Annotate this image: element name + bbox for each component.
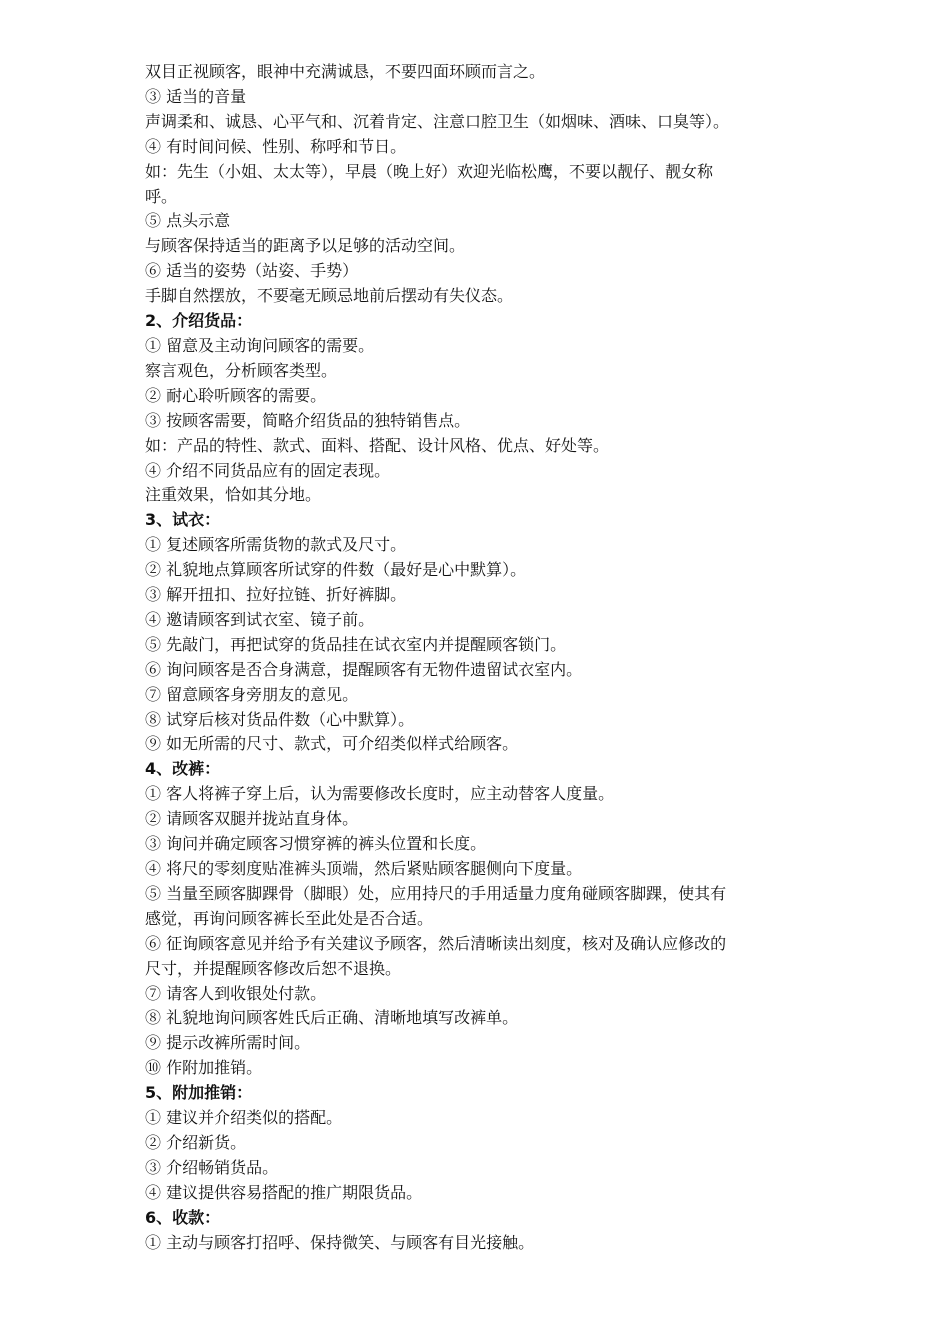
- text-line: 注重效果，恰如其分地。: [145, 485, 322, 505]
- section-heading: 3、试衣：: [145, 510, 221, 530]
- document-page: [145, 60, 850, 1256]
- section-heading: 2、介绍货品：: [145, 311, 253, 331]
- text-line: ⑦ 请客人到收银处付款。: [145, 983, 327, 1003]
- text-line: ⑤ 点头示意: [145, 211, 231, 231]
- text-line: ③ 介绍畅销货品。: [145, 1157, 279, 1177]
- text-line: 声调柔和、诚恳、心平气和、沉着肯定、注意口腔卫生（如烟味、酒味、口臭等）。: [145, 111, 730, 131]
- text-line: ⑧ 礼貌地询问顾客姓氏后正确、清晰地填写改裤单。: [145, 1008, 519, 1028]
- text-line: ④ 邀请顾客到试衣室、镜子前。: [145, 609, 375, 629]
- section-heading: 6、收款：: [145, 1207, 221, 1227]
- text-line: ⑤ 当量至顾客脚踝骨（脚眼）处，应用持尺的手用适量力度角碰顾客脚踝，使其有: [145, 883, 727, 903]
- text-line: ④ 将尺的零刻度贴准裤头顶端，然后紧贴顾客腿侧向下度量。: [145, 859, 583, 878]
- text-line: ③ 适当的音量: [145, 86, 247, 106]
- text-line: 如：先生（小姐、太太等），早晨（晚上好）欢迎光临松鹰，不要以靓仔、靓女称: [145, 161, 714, 181]
- text-line: ① 主动与顾客打招呼、保持微笑、与顾客有目光接触。: [145, 1232, 535, 1252]
- text-line: ① 复述顾客所需货物的款式及尺寸。: [145, 535, 407, 555]
- text-line: ⑨ 如无所需的尺寸、款式，可介绍类似样式给顾客。: [145, 734, 519, 754]
- text-line: ③ 解开扭扣、拉好拉链、折好裤脚。: [145, 585, 407, 605]
- text-line: ⑥ 询问顾客是否合身满意，提醒顾客有无物件遗留试衣室内。: [145, 659, 583, 679]
- text-line: 感觉，再询问顾客裤长至此处是否合适。: [145, 908, 434, 928]
- text-line: 与顾客保持适当的距离予以足够的活动空间。: [145, 236, 466, 256]
- text-line: ⑥ 适当的姿势（站姿、手势）: [145, 261, 359, 281]
- text-line: ① 客人将裤子穿上后，认为需要修改长度时，应主动替客人度量。: [145, 784, 615, 804]
- text-line: ② 请顾客双腿并拢站直身体。: [145, 809, 359, 829]
- text-line: 呼。: [145, 186, 178, 206]
- text-line: 手脚自然摆放，不要毫无顾忌地前后摆动有失仪态。: [145, 286, 514, 306]
- text-line: ⑧ 试穿后核对货品件数（心中默算）。: [145, 709, 415, 729]
- text-line: ② 耐心聆听顾客的需要。: [145, 385, 327, 405]
- text-line: ③ 询问并确定顾客习惯穿裤的裤头位置和长度。: [145, 834, 487, 854]
- text-line: ⑨ 提示改裤所需时间。: [145, 1033, 311, 1053]
- text-line: ④ 有时间问候、性别、称呼和节日。: [145, 136, 407, 156]
- text-line: ③ 按顾客需要，简略介绍货品的独特销售点。: [145, 410, 471, 430]
- text-line: ② 介绍新货。: [145, 1132, 247, 1152]
- section-heading: 4、改裤：: [145, 759, 221, 779]
- text-line: ⑥ 征询顾客意见并给予有关建议予顾客，然后清晰读出刻度，核对及确认应修改的: [145, 933, 727, 953]
- text-line: 尺寸，并提醒顾客修改后恕不退换。: [145, 958, 402, 978]
- text-line: 察言观色，分析顾客类型。: [145, 360, 338, 380]
- text-line: ⑤ 先敲门，再把试穿的货品挂在试衣室内并提醒顾客锁门。: [145, 634, 567, 654]
- text-line: 双目正视顾客，眼神中充满诚恳，不要四面环顾而言之。: [145, 62, 546, 81]
- text-line: ① 建议并介绍类似的搭配。: [145, 1108, 343, 1128]
- text-line: 如：产品的特性、款式、面料、搭配、设计风格、优点、好处等。: [145, 435, 610, 455]
- text-line: ① 留意及主动询问顾客的需要。: [145, 335, 375, 355]
- text-line: ⑩ 作附加推销。: [145, 1058, 263, 1078]
- section-heading: 5、附加推销：: [145, 1083, 253, 1103]
- text-line: ④ 介绍不同货品应有的固定表现。: [145, 460, 391, 480]
- text-line: ⑦ 留意顾客身旁朋友的意见。: [145, 684, 359, 704]
- text-line: ④ 建议提供容易搭配的推广期限货品。: [145, 1182, 423, 1202]
- text-line: ② 礼貌地点算顾客所试穿的件数（最好是心中默算）。: [145, 560, 527, 580]
